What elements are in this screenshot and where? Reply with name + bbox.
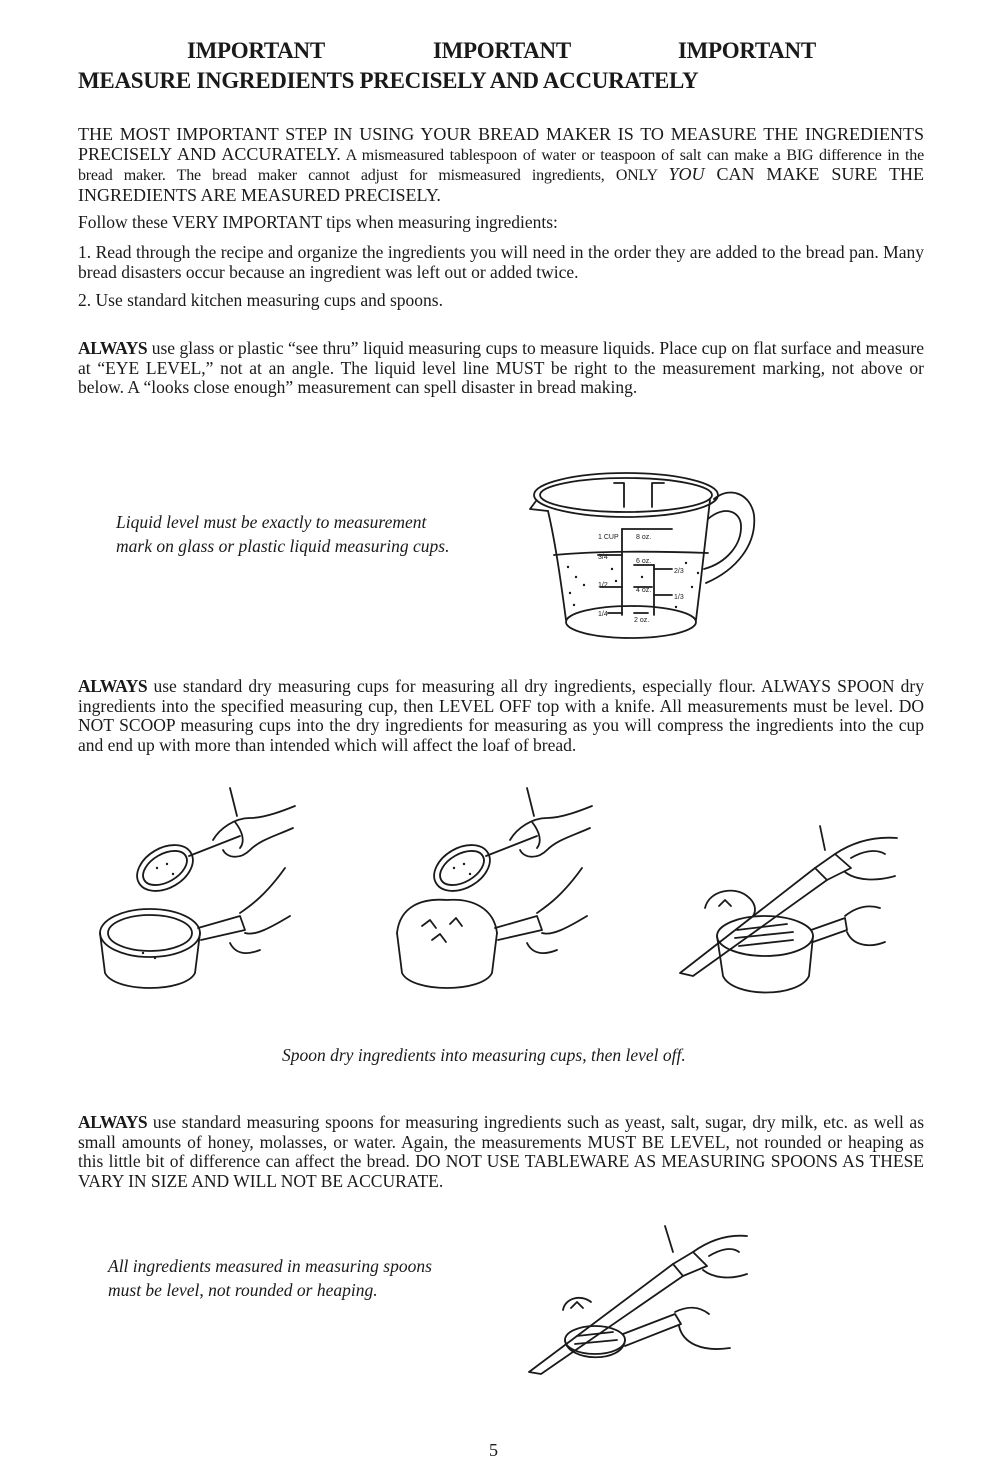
knife-leveling-cup-illustration [675, 818, 905, 1003]
spoons-caption [108, 1254, 432, 1302]
page-title: MEASURE INGREDIENTS PRECISELY AND ACCURATELY [78, 68, 699, 93]
tips-lead: Follow these VERY IMPORTANT tips when measuring ingredients: [78, 212, 558, 232]
spoon-over-empty-cup-illustration [95, 788, 305, 1003]
tip-1: 1. Read through the recipe and organize the ingredients you will need in the order they are added to the bread pan. Many bread disasters occur because an ingredient was left out or added twice. [78, 242, 924, 282]
spoons-paragraph [78, 1113, 924, 1191]
important-heading-1: IMPORTANT [187, 38, 325, 63]
liquid-measuring-cup-illustration [526, 465, 766, 645]
knife-leveling-spoon-illustration [525, 1222, 755, 1382]
intro-text-1: A mismeasured tablespoon of water or teaspoon of salt can make a BIG difference in the bread maker. The bread maker cannot adjust for mismeasured ingredients, ONLY [78, 146, 924, 184]
liquid-caption-line-1: Liquid level must be exactly to measurement [116, 512, 427, 532]
cup-mark-3-4: 3/4 [598, 554, 608, 561]
page-number: 5 [489, 1440, 498, 1460]
intro-caps-text: THE MOST IMPORTANT STEP IN USING YOUR BREAD MAKER IS TO MEASURE THE INGREDIENTS PRECISELY AND ACCURATELY. [78, 124, 924, 164]
important-heading-3: IMPORTANT [678, 38, 816, 63]
spoon-over-filled-cup-illustration [392, 788, 602, 1003]
cup-mark-2-oz: 2 oz. [634, 617, 650, 624]
dry-paragraph [78, 677, 924, 755]
cup-mark-2-3: 2/3 [674, 568, 684, 575]
liquid-text: use glass or plastic “see thru” liquid measuring cups to measure liquids. Place cup on flat surface and measure at “EYE LEVEL,” not at an angle. The liquid level line MUST be right to the measurement marking, not above or below. A “looks close enough” measurement can spell disaster in bread making. [78, 338, 924, 397]
cup-mark-1-3: 1/3 [674, 594, 684, 601]
intro-paragraph [78, 125, 924, 205]
cup-mark-8-oz: 8 oz. [636, 534, 652, 541]
dry-lead: ALWAYS [78, 676, 148, 696]
liquid-lead: ALWAYS [78, 338, 148, 358]
cup-mark-4-oz: 4 oz. [636, 587, 652, 594]
cup-mark-1-cup: 1 CUP [598, 534, 619, 541]
tip-2: 2. Use standard kitchen measuring cups and spoons. [78, 290, 443, 310]
intro-you: YOU [668, 164, 705, 184]
dry-caption: Spoon dry ingredients into measuring cups, then level off. [282, 1045, 686, 1065]
spoons-lead: ALWAYS [78, 1112, 148, 1132]
cup-mark-6-oz: 6 oz. [636, 558, 652, 565]
liquid-caption-line-2: mark on glass or plastic liquid measuring cups. [116, 536, 450, 556]
cup-mark-1-2: 1/2 [598, 582, 608, 589]
liquid-caption [116, 510, 449, 558]
important-heading-2: IMPORTANT [433, 38, 571, 63]
dry-text: use standard dry measuring cups for measuring all dry ingredients, especially flour. ALWAYS SPOON dry ingredients into the specified measuring cup, then LEVEL OFF top with a knife. All measurements must be level. DO NOT SCOOP measuring cups into the dry ingredients for measuring as you will compress the ingredients into the cup and end up with more than intended which will affect the loaf of bread. [78, 676, 924, 755]
spoons-text: use standard measuring spoons for measuring ingredients such as yeast, salt, sugar, dry milk, etc. as well as small amounts of honey, molasses, or water. Again, the measurements MUST BE LEVEL, not rounded or heaping as this little bit of difference can affect the bread. DO NOT USE TABLEWARE AS MEASURING SPOONS AS THESE VARY IN SIZE AND WILL NOT BE ACCURATE. [78, 1112, 924, 1191]
intro-text-2: CAN MAKE SURE THE INGREDIENTS ARE MEASURED PRECISELY. [78, 164, 924, 205]
liquid-paragraph [78, 339, 924, 398]
cup-mark-1-4: 1/4 [598, 611, 608, 618]
spoons-caption-line-2: must be level, not rounded or heaping. [108, 1280, 378, 1300]
spoons-caption-line-1: All ingredients measured in measuring spoons [108, 1256, 432, 1276]
